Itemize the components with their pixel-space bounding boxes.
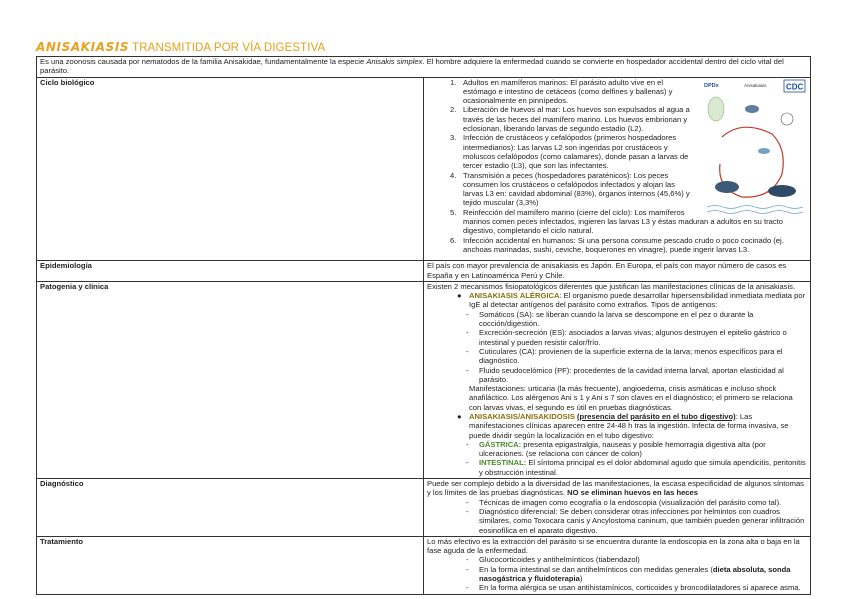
list-item: - GÁSTRICA: presenta epigastralgia, nauseas y posible hemorragia digestiva alta (por ulceraciones. (se relaciona con cáncer de colon) <box>466 439 766 459</box>
gastrica-label: GÁSTRICA: <box>479 439 522 449</box>
tratamiento-row <box>37 536 811 594</box>
tratamiento-lead: Lo más efectivo es la extracción del parásito si se encuentra durante la endoscopia en la zona alta o baja en la fase aguda de la enfermedad. <box>427 536 800 556</box>
intestinal-label: INTESTINAL: <box>479 458 527 468</box>
list-item: - Diagnóstico diferencial: Se deben considerar otras infecciones por helmintos con cuadros similares, como Toxocara canis y Ancylostoma caninum, que también pueden generar infiltración eosinofílica en el aparato digestivo. <box>466 506 805 535</box>
dpdx-logo: DPDx <box>704 82 719 89</box>
invasiva-title: ANISAKIASIS/ANISAKIDOSIS <box>469 411 575 421</box>
tratamiento-cell <box>424 536 811 594</box>
manifestaciones-text: Manifestaciones: urticaria (la más frecuente), angioedema, crisis asmáticas e incluso shock anafiláctico. Los alérgenos Ani s 1 y Ani s 7 son claves en el diagnóstico; el primero se relaciona con larvas vivas, el segundo es útil en pruebas diagnósticas. <box>469 384 793 412</box>
patogenia-cell <box>424 281 811 478</box>
tratamiento-label: Tratamiento <box>37 536 424 594</box>
cycle-list <box>427 78 807 255</box>
list-item: - Cuticulares (CA): provienen de la superficie externa de la larva; menos específicos para el diagnóstico. <box>466 346 783 366</box>
diagnostico-row <box>37 479 811 537</box>
list-item: 3. Infección de crustáceos y cefalópodos (primeros hospedadores intermediarios): Las larvas L2 son ingeridas por crustáceos y moluscos cefalópodos (como calamares), donde pasan a larvas de tercer estadio (L3), que son las infectantes. <box>450 133 689 171</box>
alergica-title: ANISAKIASIS ALÉRGICA <box>469 291 560 301</box>
list-item: ● ANISAKIASIS ALÉRGICA: El organismo puede desarrollar hipersensibilidad inmediata mediata por IgE al detectar antígenos del parásito como extraños. Tipos de antígenos: <box>457 291 806 310</box>
mechanism-list-2 <box>427 412 807 440</box>
list-item: - Excreción-secreción (ES): asociados a larvas vivas; algunos destruyen el epitelio gástrico o intestinal y pueden resistir calor/frío. <box>466 328 787 347</box>
ciclo-cell <box>424 77 811 261</box>
invasiva-subtitle: (presencia del parásito en el tubo digestivo) <box>577 411 736 421</box>
diagnostico-label: Diagnóstico <box>37 479 424 537</box>
list-item: - INTESTINAL: El síntoma principal es el dolor abdominal agudo que simula apendicitis, peritonitis y obstrucción intestinal. <box>466 458 806 477</box>
figure-caption: Anisakiasis <box>744 82 767 88</box>
list-item: - Somáticos (SA): se liberan cuando la larva se descompone en el pez o durante la cocción/digestión. <box>466 309 754 329</box>
list-item: - Fluido seudocelómico (PF): procedentes de la cavidad interna larval, aportan elasticidad al parásito. <box>466 365 784 384</box>
list-item: 1. Adultos en mamíferos marinos: El parásito adulto vive en el estómago e intestino de cetáceos (como delfines y ballenas) y ocasionalmente en pinnípedos. <box>450 77 673 106</box>
patogenia-label: Patogenia y clínica <box>37 281 424 478</box>
list-item: 2. Liberación de huevos al mar: Los huevos son expulsados al agua a través de las heces del mamífero marino. Los huevos embrionan y eclosionan, liberando larvas de segundo estadio (L2). <box>450 105 690 134</box>
list-item: 5. Reinfección del mamífero marino (cierre del ciclo): Los mamíferos marinos comen peces infectados, ingieren las larvas L3 y éstas maduran a adultos en su tracto digestivo, completando el ciclo natural. <box>450 207 783 236</box>
intro-row <box>37 57 811 78</box>
list-item: ● ANISAKIASIS/ANISAKIDOSIS (presencia del parásito en el tubo digestivo): Las manifestaciones clínicas aparecen entre 24-48 h tras la ingestión. Infecta de forma invasiva, se puede dividir según la localización en el tubo digestivo: <box>457 411 789 440</box>
list-item: - En la forma alérgica se usan antihistamínicos, corticoides y broncodilatadores si aparece asma. <box>466 583 801 593</box>
mechanism-list <box>427 291 807 310</box>
list-item: 6. Infección accidental en humanos: Si una persona consume pescado crudo o poco cocinado (ej. anchoas marinadas, sushi, ceviche, boquerones en vinagre), puede ingerir larvas L3. <box>450 235 784 254</box>
title-subtitle: TRANSMITIDA POR VÍA DIGESTIVA <box>132 42 326 54</box>
ciclo-label: Ciclo biológico <box>37 77 424 261</box>
ciclo-row <box>37 77 811 261</box>
epidemiologia-text: El país con mayor prevalencia de anisakiasis es Japón. En Europa, el país con mayor número de casos es España y en Latinoamérica Perú y Chile. <box>424 261 811 282</box>
intro-cell: Es una zoonosis causada por nematodos de la familia Anisakidae, fundamentalmente la especie Anisakis simplex. El hombre adquiere la enfermedad cuando se convierte en hospedador accidental dentro del ciclo vital del parásito. <box>37 57 811 78</box>
page-title <box>36 40 325 54</box>
patogenia-lead: Existen 2 mecanismos fisiopatológicos diferentes que justifican las manifestaciones clínicas de la anisakiasis. <box>427 281 796 291</box>
title-brand: ANISAKIASIS <box>36 40 130 54</box>
diagnostico-lead: Puede ser complejo debido a la diversidad de las manifestaciones, la escasa especificidad de algunos síntomas y los límites de las pruebas diagnósticas. NO se eliminan huevos en las heces <box>427 479 804 498</box>
list-item: - Glucocorticoides y antihelmínticos (tiabendazol) <box>466 555 640 565</box>
diagnostico-cell <box>424 479 811 537</box>
epidemiologia-row <box>37 261 811 282</box>
list-item: 4. Transmisión a peces (hospedadores paraténicos): Los peces consumen los crustáceos o cefalópodos infectados y alojan las larvas L3 en: cavidad abdominal (83%), órganos internos (45,6%) y tejido muscular (3,3%) <box>450 170 690 208</box>
epidemiologia-label: Epidemiología <box>37 261 424 282</box>
cdc-logo: CDC <box>786 82 804 92</box>
list-item: - Técnicas de imagen como ecografía o la endoscopia (visualización del parásito como tal). <box>466 497 782 507</box>
list-item: - En la forma intestinal se dan antihelmínticos con medidas generales (dieta absoluta, sonda nasogástrica y fluidoterapia) <box>466 564 791 584</box>
diagnostico-note: NO se eliminan huevos en las heces <box>567 488 698 498</box>
patogenia-row <box>37 281 811 478</box>
species-name: Anisakis simplex <box>366 57 423 66</box>
content-table <box>36 56 811 595</box>
